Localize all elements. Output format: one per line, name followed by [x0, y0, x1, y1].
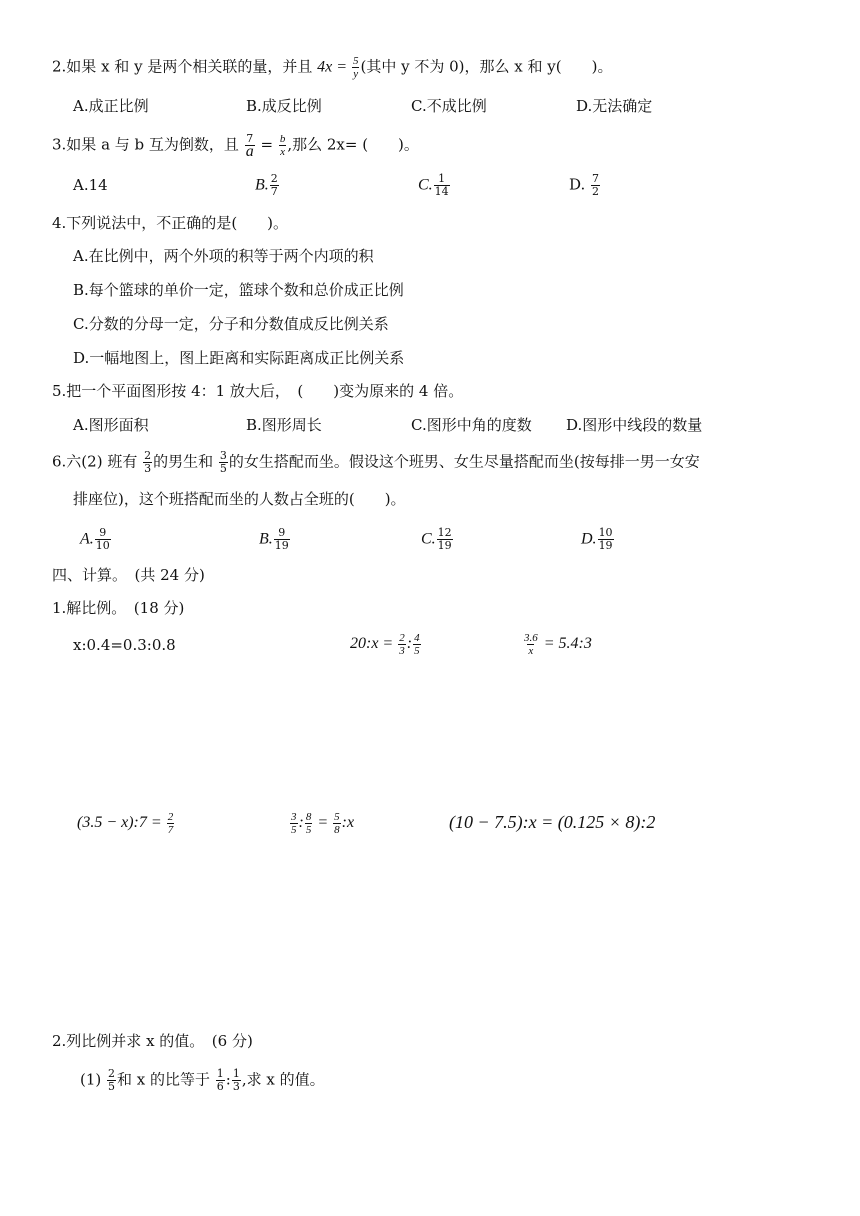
q3-option-a[interactable]: A.14 [73, 176, 108, 194]
q3-option-b[interactable]: B. $\frac{2}{7}$ [255, 172, 278, 198]
fraction: $\frac{3}{5}$ [291, 811, 297, 836]
fraction: $\frac{1}{3}$ [232, 1067, 240, 1093]
question-5-stem: 5.把一个平面图形按 4：1 放大后， ( )变为原来的 4 倍。 [52, 382, 464, 400]
fraction: $\frac{7}{2}$ [592, 172, 600, 198]
q6-option-b[interactable]: B. $\frac{9}{19}$ [259, 526, 289, 552]
fraction: $\frac{1}{6}$ [216, 1067, 224, 1093]
fraction: $\frac{4}{5}$ [414, 632, 420, 657]
question-3-stem: 3.如果 a 与 b 互为倒数，且 $\frac{7}{a}$ = $\frac{b}{x}$ ,那么 2x= ( )。 [52, 132, 419, 160]
fraction: $\frac{5}{8}$ [334, 811, 340, 836]
q6-option-c[interactable]: C. $\frac{12}{19}$ [421, 526, 452, 552]
q2-option-c[interactable]: C.不成比例 [411, 97, 487, 115]
q3-option-d[interactable]: D. $\frac{7}{2}$ [569, 172, 600, 198]
fraction: $\frac{12}{19}$ [437, 526, 452, 552]
equation-1: x:0.4=0.3:0.8 [73, 636, 176, 654]
q4-option-b[interactable]: B.每个篮球的单价一定，篮球个数和总价成正比例 [73, 281, 404, 299]
equation: 4x = [317, 58, 351, 76]
q6-option-a[interactable]: A. $\frac{9}{10}$ [80, 526, 110, 552]
fraction: $\frac{3.6}{x}$ [524, 632, 538, 657]
fraction: $\frac{2}{3}$ [399, 632, 405, 657]
q5-option-c[interactable]: C.图形中角的度数 [411, 416, 532, 434]
section-4-title: 四、计算。 (共 24 分) [52, 566, 205, 584]
fraction: $\frac{10}{19}$ [598, 526, 613, 552]
q6-option-d[interactable]: D. $\frac{10}{19}$ [581, 526, 613, 552]
fraction: $\frac{9}{10}$ [95, 526, 110, 552]
equation-2: 20:x = $\frac{2}{3}$ : $\frac{4}{5}$ [350, 632, 420, 657]
question-6-stem-line2: 排座位)，这个班搭配而坐的人数占全班的( )。 [73, 490, 406, 508]
q2-option-d[interactable]: D.无法确定 [576, 97, 653, 115]
q2-option-a[interactable]: A.成正比例 [73, 97, 149, 115]
fraction: $\frac{5}{y}$ [353, 55, 359, 80]
equation-4: (3.5 − x):7 = $\frac{2}{7}$ [77, 811, 174, 836]
q4-option-a[interactable]: A.在比例中，两个外项的积等于两个内项的积 [73, 247, 374, 265]
q4-option-c[interactable]: C.分数的分母一定，分子和分数值成反比例关系 [73, 315, 389, 333]
equation-3: $\frac{3.6}{x}$ = 5.4:3 [524, 632, 592, 657]
q5-option-a[interactable]: A.图形面积 [73, 416, 149, 434]
question-4-stem: 4.下列说法中，不正确的是( )。 [52, 214, 289, 232]
q3-option-c[interactable]: C. $\frac{1}{14}$ [418, 172, 449, 198]
q5-option-b[interactable]: B.图形周长 [246, 416, 322, 434]
equation-5: $\frac{3}{5}$ : $\frac{8}{5}$ = $\frac{5}{8}$ :x [291, 811, 355, 836]
fraction: $\frac{2}{7}$ [270, 172, 278, 198]
fraction: $\frac{1}{14}$ [434, 172, 449, 198]
fraction: $\frac{2}{5}$ [108, 1067, 116, 1093]
fraction: $\frac{2}{3}$ [144, 449, 152, 475]
fraction: $\frac{b}{x}$ [279, 133, 286, 158]
question-2-stem: 2.如果 x 和 y 是两个相关联的量，并且 4x = $\frac{5}{y}$ (其中 y 不为 0)，那么 x 和 y( )。 [52, 55, 613, 80]
question-6-stem: 6.六(2) 班有 $\frac{2}{3}$ 的男生和 $\frac{3}{5}$ 的女生搭配而坐。假设这个班男、女生尽量搭配而坐(按每排一男一女安 [52, 449, 700, 475]
q4-option-d[interactable]: D.一幅地图上，图上距离和实际距离成正比例关系 [73, 349, 405, 367]
section-4-sub1: 1.解比例。 (18 分) [52, 599, 185, 617]
problem-1: (1) $\frac{2}{5}$ 和 x 的比等于 $\frac{1}{6}$ : $\frac{1}{3}$ ,求 x 的值。 [80, 1067, 325, 1093]
fraction: $\frac{9}{19}$ [274, 526, 289, 552]
section-4-sub2: 2.列比例并求 x 的值。 (6 分) [52, 1032, 253, 1050]
q5-option-d[interactable]: D.图形中线段的数量 [566, 416, 703, 434]
equation-6: (10 − 7.5):x = (0.125 × 8):2 [449, 812, 656, 832]
fraction: $\frac{7}{a}$ [245, 132, 254, 160]
q2-option-b[interactable]: B.成反比例 [246, 97, 322, 115]
fraction: $\frac{8}{5}$ [305, 811, 312, 836]
fraction: $\frac{2}{7}$ [167, 811, 174, 836]
fraction: $\frac{3}{5}$ [219, 449, 227, 475]
